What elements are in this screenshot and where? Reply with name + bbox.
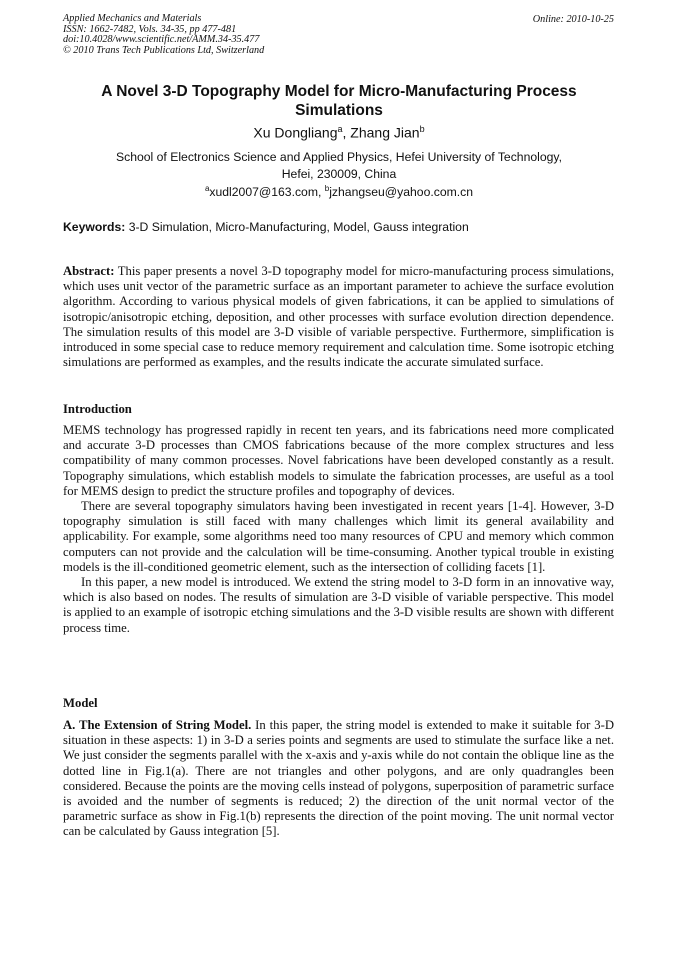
author-1-mark: a [337, 124, 343, 134]
email-1-mark: a [204, 184, 210, 193]
keywords-label: Keywords: [63, 220, 126, 234]
copyright: © 2010 Trans Tech Publications Ltd, Switzerland [63, 44, 265, 56]
introduction-body [63, 423, 614, 636]
abstract-text: This paper presents a novel 3-D topography model for micro-manufacturing process simulations, which uses unit vector of the parametric surface as an important parameter to achieve the surface evolution algorithm. According to various physical models of given fabrications, it can be applied to simulations of isotropic/anisotropic etching, deposition, and other processes with surface evolution direction dependence. The simulation results of this model are 3-D visible of variable perspective. Furthermore, simplification is introduced in some special case to reduce memory requirement and calculation time. Some isotropic etching simulations are performed as examples, and the results indicate the accurate simulated surface. [63, 264, 614, 370]
intro-paragraph-1: MEMS technology has progressed rapidly in recent ten years, and its fabrications need more complicated and accurate 3-D processes than CMOS fabrications because of the more complex structures and less compatibility of many common processes. Novel fabrications have been developed constantly as a result. Topography simulations, which establish models to simulate the fabrication processes, are useful as a tool for MEMS design to predict the structure profiles and topography of devices. [63, 423, 614, 498]
model-heading: Model [63, 696, 98, 710]
online-date: Online: 2010-10-25 [532, 14, 614, 25]
affiliation-line-2: Hefei, 230009, China [281, 166, 397, 181]
author-separator: , [342, 124, 351, 141]
intro-paragraph-3: In this paper, a new model is introduced. We extend the string model to 3-D form in an innovative way, which is also based on nodes. The results of simulation are 3-D visible of variable perspective. This model is applied to an example of isotropic etching simulations and the 3-D visible results are shown with different process time. [63, 575, 614, 635]
affiliation [63, 149, 615, 182]
abstract-label: Abstract: [63, 264, 115, 278]
issn: ISSN: 1662-7482, Vols. 34-35, pp 477-481 [63, 23, 237, 35]
email-2-mark: b [324, 184, 330, 193]
model-subheading: A. The Extension of String Model. [63, 718, 252, 732]
paper-title [63, 82, 615, 120]
keywords-text: 3-D Simulation, Micro-Manufacturing, Model, Gauss integration [125, 220, 469, 234]
emails [63, 184, 615, 199]
intro-paragraph-2: There are several topography simulators having been investigated in recent years [1-4]. However, 3-D topography simulation is still faced with many challenges which limit its general availability and applicability. For example, some algorithms need too many resources of CPU and memory which common computers can not provide and the calculation will be time-consuming. Another typical trouble in existing models is the ill-conditioned geometric element, such as the intersection of colliding facets [1]. [63, 499, 614, 574]
introduction-heading: Introduction [63, 402, 132, 416]
model-paragraph-text: In this paper, the string model is extended to make it suitable for 3-D situation in these aspects: 1) in 3-D a series points and segments are used to stimulate the surface like a net. We just consider the segments parallel with the x-axis and y-axis while do not contain the oblique line as the dotted line in Fig.1(a). There are not triangles and other polygons, and are only quadrangles been considered. Because the points are the moving cells instead of polygons, superposition of parametric surface is avoided and the number of segments is reduced; 2) the direction of the unit normal vector of the parametric surface as show in Fig.1(b) represents the direction of the point moving. The unit normal vector can be calculated by Gauss integration [5]. [63, 718, 614, 839]
doi: doi:10.4028/www.scientific.net/AMM.34-35.477 [63, 34, 260, 46]
model-paragraph-1 [63, 718, 614, 840]
author-2: Zhang Jian [350, 124, 420, 141]
model-body [63, 718, 614, 840]
journal-metadata [63, 14, 264, 56]
email-2[interactable]: jzhangseu@yahoo.com.cn [329, 185, 474, 200]
author-1: Xu Dongliang [253, 124, 338, 141]
journal-name: Applied Mechanics and Materials [63, 13, 202, 24]
email-1[interactable]: xudl2007@163.com, [209, 185, 325, 200]
abstract [63, 264, 614, 370]
title-line-1: A Novel 3-D Topography Model for Micro-Manufacturing Process [101, 83, 577, 100]
author-2-mark: b [419, 124, 425, 134]
title-line-2: Simulations [295, 102, 383, 119]
authors [63, 124, 615, 141]
affiliation-line-1: School of Electronics Science and Applied Physics, Hefei University of Technology, [116, 150, 562, 164]
keywords [63, 220, 615, 234]
